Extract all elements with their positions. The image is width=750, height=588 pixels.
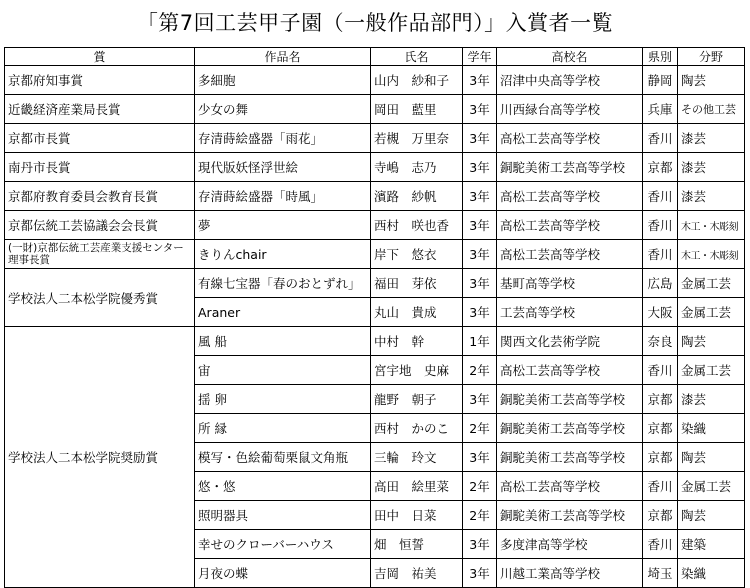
name-cell: 岸下 悠衣 <box>371 240 463 269</box>
school-cell: 高松工芸高等学校 <box>497 472 643 501</box>
category-cell: 漆芸 <box>678 385 745 414</box>
category-cell: 漆芸 <box>678 124 745 153</box>
header-prefecture: 県別 <box>643 48 678 66</box>
header-category: 分野 <box>678 48 745 66</box>
grade-cell: 2年 <box>463 501 497 530</box>
school-cell: 工芸高等学校 <box>497 298 643 327</box>
prefecture-cell: 香川 <box>643 124 678 153</box>
prefecture-cell: 香川 <box>643 182 678 211</box>
table-row <box>5 240 745 269</box>
name-cell: 岡田 藍里 <box>371 95 463 124</box>
name-cell: 高田 絵里菜 <box>371 472 463 501</box>
prefecture-cell: 埼玉 <box>643 559 678 588</box>
work-cell: 揺 卵 <box>195 385 371 414</box>
school-cell: 銅駝美術工芸高等学校 <box>497 414 643 443</box>
grade-cell: 3年 <box>463 66 497 95</box>
name-cell: 若槻 万里奈 <box>371 124 463 153</box>
prefecture-cell: 香川 <box>643 211 678 240</box>
name-cell: 宮宇地 史麻 <box>371 356 463 385</box>
table-row <box>5 327 745 356</box>
table-row <box>5 124 745 153</box>
grade-cell: 2年 <box>463 356 497 385</box>
prefecture-cell: 奈良 <box>643 327 678 356</box>
school-cell: 基町高等学校 <box>497 269 643 298</box>
work-cell: 月夜の蝶 <box>195 559 371 588</box>
school-cell: 高松工芸高等学校 <box>497 356 643 385</box>
name-cell: 西村 咲也香 <box>371 211 463 240</box>
category-cell: 陶芸 <box>678 327 745 356</box>
prefecture-cell: 香川 <box>643 240 678 269</box>
category-cell: 建築 <box>678 530 745 559</box>
award-winners-table <box>4 47 745 588</box>
category-cell: その他工芸 <box>678 95 745 124</box>
grade-cell: 3年 <box>463 269 497 298</box>
header-award: 賞 <box>5 48 195 66</box>
school-cell: 多度津高等学校 <box>497 530 643 559</box>
school-cell: 銅駝美術工芸高等学校 <box>497 501 643 530</box>
category-cell: 金属工芸 <box>678 269 745 298</box>
category-cell: 陶芸 <box>678 501 745 530</box>
work-cell: 有線七宝器「春のおとずれ」 <box>195 269 371 298</box>
grade-cell: 3年 <box>463 530 497 559</box>
award-cell: 京都府教育委員会教育長賞 <box>5 182 195 211</box>
award-cell: 京都市長賞 <box>5 124 195 153</box>
name-cell: 山内 紗和子 <box>371 66 463 95</box>
award-cell: 京都伝統工芸協議会会長賞 <box>5 211 195 240</box>
school-cell: 関西文化芸術学院 <box>497 327 643 356</box>
grade-cell: 2年 <box>463 472 497 501</box>
name-cell: 田中 日菜 <box>371 501 463 530</box>
category-cell: 陶芸 <box>678 66 745 95</box>
work-cell: 夢 <box>195 211 371 240</box>
table-row <box>5 153 745 182</box>
table-row <box>5 95 745 124</box>
award-cell: 京都府知事賞 <box>5 66 195 95</box>
name-cell: 福田 芽依 <box>371 269 463 298</box>
name-cell: 畑 恒誓 <box>371 530 463 559</box>
school-cell: 銅駝美術工芸高等学校 <box>497 153 643 182</box>
grade-cell: 3年 <box>463 182 497 211</box>
table-row <box>5 182 745 211</box>
prefecture-cell: 大阪 <box>643 298 678 327</box>
category-cell: 染織 <box>678 559 745 588</box>
work-cell: 宙 <box>195 356 371 385</box>
name-cell: 西村 かのこ <box>371 414 463 443</box>
award-cell: 近畿経済産業局長賞 <box>5 95 195 124</box>
category-cell: 木工・木彫刻 <box>678 211 745 240</box>
grade-cell: 3年 <box>463 298 497 327</box>
grade-cell: 2年 <box>463 414 497 443</box>
name-cell: 中村 幹 <box>371 327 463 356</box>
school-cell: 高松工芸高等学校 <box>497 211 643 240</box>
grade-cell: 3年 <box>463 211 497 240</box>
header-school: 高校名 <box>497 48 643 66</box>
name-cell: 濱路 紗帆 <box>371 182 463 211</box>
school-cell: 銅駝美術工芸高等学校 <box>497 443 643 472</box>
work-cell: 存清蒔絵盛器「雨花」 <box>195 124 371 153</box>
prefecture-cell: 京都 <box>643 385 678 414</box>
work-cell: 所 縁 <box>195 414 371 443</box>
work-cell: 悠・悠 <box>195 472 371 501</box>
prefecture-cell: 静岡 <box>643 66 678 95</box>
prefecture-cell: 香川 <box>643 356 678 385</box>
header-row <box>5 48 745 66</box>
school-cell: 沼津中央高等学校 <box>497 66 643 95</box>
category-cell: 陶芸 <box>678 443 745 472</box>
table-row <box>5 66 745 95</box>
name-cell: 丸山 貴成 <box>371 298 463 327</box>
grade-cell: 3年 <box>463 240 497 269</box>
category-cell: 木工・木彫刻 <box>678 240 745 269</box>
award-cell: 南丹市長賞 <box>5 153 195 182</box>
work-cell: Araner <box>195 298 371 327</box>
school-cell: 川越工業高等学校 <box>497 559 643 588</box>
work-cell: 現代版妖怪浮世絵 <box>195 153 371 182</box>
work-cell: 幸せのクローバーハウス <box>195 530 371 559</box>
school-cell: 高松工芸高等学校 <box>497 124 643 153</box>
grade-cell: 3年 <box>463 95 497 124</box>
category-cell: 染織 <box>678 414 745 443</box>
work-cell: 照明器具 <box>195 501 371 530</box>
award-cell: 学校法人二本松学院優秀賞 <box>5 269 195 327</box>
header-name: 氏名 <box>371 48 463 66</box>
name-cell: 三輪 玲文 <box>371 443 463 472</box>
header-grade: 学年 <box>463 48 497 66</box>
prefecture-cell: 広島 <box>643 269 678 298</box>
school-cell: 高松工芸高等学校 <box>497 182 643 211</box>
prefecture-cell: 兵庫 <box>643 95 678 124</box>
grade-cell: 3年 <box>463 443 497 472</box>
category-cell: 金属工芸 <box>678 472 745 501</box>
category-cell: 金属工芸 <box>678 298 745 327</box>
prefecture-cell: 香川 <box>643 472 678 501</box>
name-cell: 寺嶋 志乃 <box>371 153 463 182</box>
work-cell: 少女の舞 <box>195 95 371 124</box>
prefecture-cell: 京都 <box>643 153 678 182</box>
grade-cell: 3年 <box>463 385 497 414</box>
category-cell: 金属工芸 <box>678 356 745 385</box>
work-cell: 風 船 <box>195 327 371 356</box>
prefecture-cell: 京都 <box>643 443 678 472</box>
prefecture-cell: 京都 <box>643 501 678 530</box>
school-cell: 高松工芸高等学校 <box>497 240 643 269</box>
name-cell: 龍野 朝子 <box>371 385 463 414</box>
grade-cell: 3年 <box>463 559 497 588</box>
prefecture-cell: 京都 <box>643 414 678 443</box>
grade-cell: 3年 <box>463 124 497 153</box>
category-cell: 漆芸 <box>678 153 745 182</box>
table-row <box>5 269 745 298</box>
work-cell: 存清蒔絵盛器「時風」 <box>195 182 371 211</box>
school-cell: 銅駝美術工芸高等学校 <box>497 385 643 414</box>
table-row <box>5 211 745 240</box>
category-cell: 漆芸 <box>678 182 745 211</box>
award-cell: (一財)京都伝統工芸産業支援センター理事長賞 <box>5 240 195 269</box>
work-cell: 模写・色絵葡萄栗鼠文角瓶 <box>195 443 371 472</box>
header-work: 作品名 <box>195 48 371 66</box>
prefecture-cell: 香川 <box>643 530 678 559</box>
award-cell: 学校法人二本松学院奨励賞 <box>5 327 195 588</box>
grade-cell: 1年 <box>463 327 497 356</box>
work-cell: 多細胞 <box>195 66 371 95</box>
grade-cell: 3年 <box>463 153 497 182</box>
page-title: 「第7回工芸甲子園（一般作品部門）」入賞者一覧 <box>136 11 614 35</box>
school-cell: 川西緑台高等学校 <box>497 95 643 124</box>
work-cell: きりんchair <box>195 240 371 269</box>
name-cell: 吉岡 祐美 <box>371 559 463 588</box>
